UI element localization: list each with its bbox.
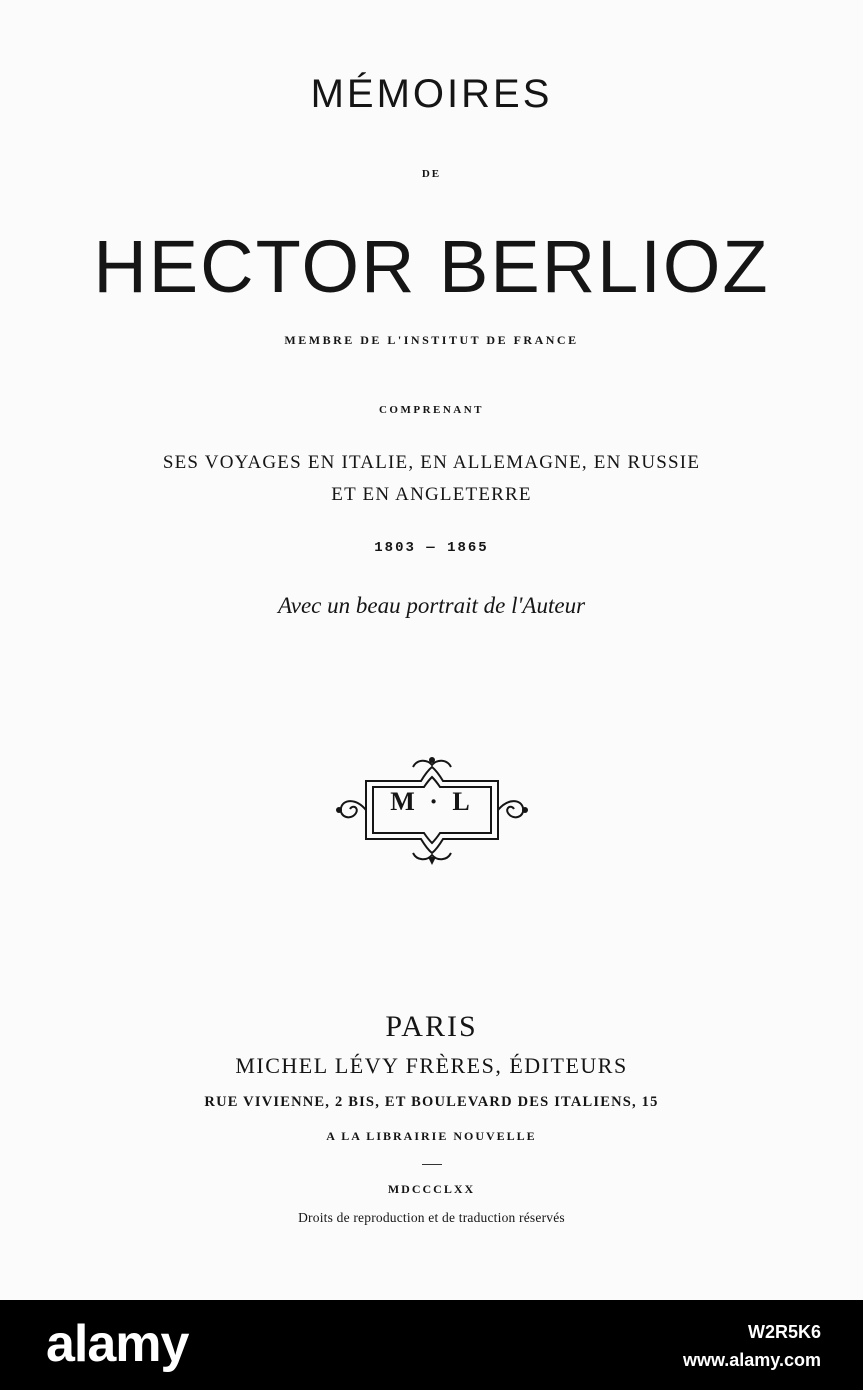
author-membership: MEMBRE DE L'INSTITUT DE FRANCE (284, 333, 579, 347)
author-name: HECTOR BERLIOZ (93, 225, 770, 308)
divider (422, 1164, 442, 1165)
rights-notice: Droits de reproduction et de traduction réservés (298, 1210, 565, 1225)
book-title: MÉMOIRES (310, 72, 553, 116)
publisher-mark: M · L (390, 787, 474, 816)
watermark-banner (0, 1300, 863, 1390)
portrait-note: Avec un beau portrait de l'Auteur (277, 593, 586, 618)
publisher-address: RUE VIVIENNE, 2 BIS, ET BOULEVARD DES ITALIENS, 15 (204, 1094, 659, 1110)
preposition-de: DE (421, 168, 442, 180)
image-id: W2R5K6 (747, 1322, 821, 1342)
bookshop-line: A LA LIBRAIRIE NOUVELLE (326, 1129, 537, 1143)
subtitle-line-1: SES VOYAGES EN ITALIE, EN ALLEMAGNE, EN RUSSIE (162, 452, 701, 473)
brand-logo: alamy (46, 1315, 189, 1373)
subtitle-line-2: ET EN ANGLETERRE (331, 484, 532, 505)
city: PARIS (385, 1010, 478, 1043)
life-dates: 1803 — 1865 (374, 540, 489, 556)
site-url: www.alamy.com (682, 1350, 821, 1370)
comprenant-label: COMPRENANT (378, 404, 485, 416)
publication-year: MDCCCLXX (387, 1182, 476, 1196)
publisher-name: MICHEL LÉVY FRÈRES, ÉDITEURS (235, 1053, 628, 1078)
